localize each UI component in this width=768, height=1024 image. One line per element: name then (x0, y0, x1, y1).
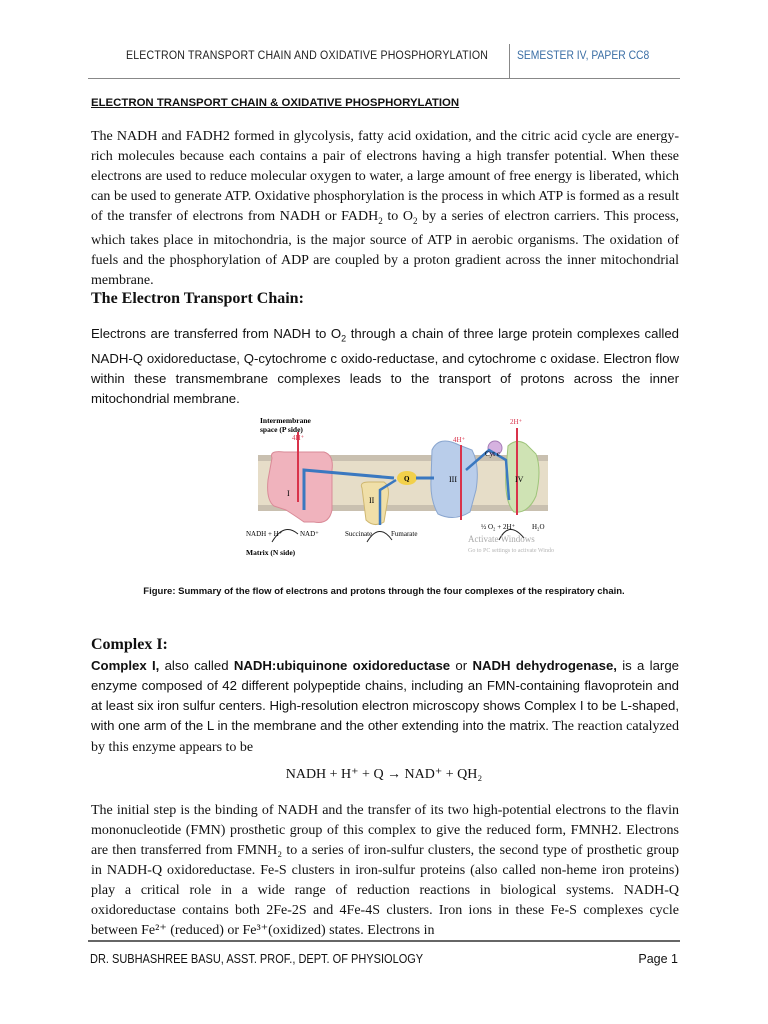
label-water: H₂O (532, 523, 545, 531)
label-complex-4: IV (515, 475, 524, 484)
page-number: Page 1 (638, 952, 678, 966)
respiratory-chain-figure (244, 410, 564, 570)
footer-author: DR. SUBHASHREE BASU, ASST. PROF., DEPT. OF PHYSIOLOGY (90, 952, 424, 966)
section-heading-etc: The Electron Transport Chain: (91, 290, 304, 307)
reaction-equation: NADH + H⁺ + Q → NAD⁺ + QH₂ (285, 767, 483, 782)
label-4h-1: 4H⁺ (292, 434, 305, 442)
header-title: ELECTRON TRANSPORT CHAIN AND OXIDATIVE PHOSPHORYLATION (126, 50, 489, 62)
complex1-heading: Complex I: (91, 636, 168, 653)
label-complex-3: III (449, 475, 457, 484)
header-divider (509, 44, 510, 78)
label-cytc: Cyt c (485, 450, 500, 458)
label-fumarate: Fumarate (391, 530, 418, 538)
figure-caption: Figure: Summary of the flow of electrons and protons through the four complexes of the respiratory chain. (143, 586, 625, 597)
label-nadh: NADH + H⁺ (246, 530, 283, 538)
watermark-settings: Go to PC settings to activate Windo (468, 548, 554, 554)
complex1-paragraph-2: The initial step is the binding of NADH and the transfer of its two high-potential electrons to the flavin mononucleotide (FMN) prosthetic group of this complex to give the reduced form, FMNH2. Electrons are then transferred from FMNH₂ to a series of iron-sulfur clusters, the second type of prosthetic group in NADH-Q oxidoreductase. Fe-S clusters in iron-sulfur proteins (also called non-heme iron proteins) play a critical role in a wide range of reduction reactions in biological systems. NADH-Q oxidoreductase contains both 2Fe-2S and 4Fe-4S clusters. Iron ions in these Fe-S complexes cycle between Fe²⁺ (reduced) or Fe³⁺(oxidized) states. Electrons in (91, 803, 679, 938)
etc-paragraph: Electrons are transferred from NADH to $O_2$ through a chain of three large protein complexes called NADH-Q oxidoreductase, Q-cytochrome c oxido-reductase, and cytochrome c oxidase. Electron flow within these transmembrane complexes leads to the transport of protons across the inner mitochondrial membrane. (91, 326, 679, 406)
complex-1-shape (268, 452, 333, 523)
label-oxygen: ½ O₂ + 2H⁺ (481, 523, 516, 531)
label-2h-4: 2H⁺ (510, 418, 523, 426)
document-title: ELECTRON TRANSPORT CHAIN & OXIDATIVE PHOSPHORYLATION (91, 97, 460, 109)
label-complex-1: I (287, 489, 290, 498)
label-intermembrane: Intermembrane (260, 416, 311, 425)
label-4h-3: 4H⁺ (453, 436, 466, 444)
label-succinate: Succinate (345, 530, 373, 538)
label-matrix: Matrix (N side) (246, 548, 296, 557)
header-semester: SEMESTER IV, PAPER CC8 (517, 50, 650, 62)
label-complex-2: II (369, 496, 375, 505)
watermark-activate: Activate Windows (468, 534, 535, 544)
page-footer (88, 940, 680, 966)
complex1-paragraph: Complex I, also called NADH:ubiquinone oxidoreductase or NADH dehydrogenase, is a large enzyme composed of 42 different polypeptide chains, including an FMN-containing flavoprotein and at least six iron sulfur centers. High-resolution electron microscopy shows Complex I to be L-shaped, with one arm of the L in the membrane and the other extending into the matrix. The reaction catalyzed by this enzyme appears to be (91, 658, 679, 755)
page-header (88, 44, 680, 79)
label-pside: space (P side) (260, 425, 303, 434)
label-nad: NAD⁺ (300, 530, 319, 538)
intro-paragraph: The NADH and FADH2 formed in glycolysis, fatty acid oxidation, and the citric acid cycle are energy-rich molecules because each contains a pair of electrons having a high transfer potential. When these electrons are used to reduce molecular oxygen to water, a large amount of free energy is liberated, which can be used to generate ATP. Oxidative phosphorylation is the process in which ATP is formed as a result of the transfer of electrons from NADH or $FADH_2$ to $O_2$ by a series of electron carriers. This process, which takes place in mitochondria, is the major source of ATP in aerobic organisms. The oxidation of fuels and the phosphorylation of ADP are coupled by a proton gradient across the inner mitochondrial membrane. (91, 129, 679, 288)
label-q: Q (404, 475, 410, 483)
